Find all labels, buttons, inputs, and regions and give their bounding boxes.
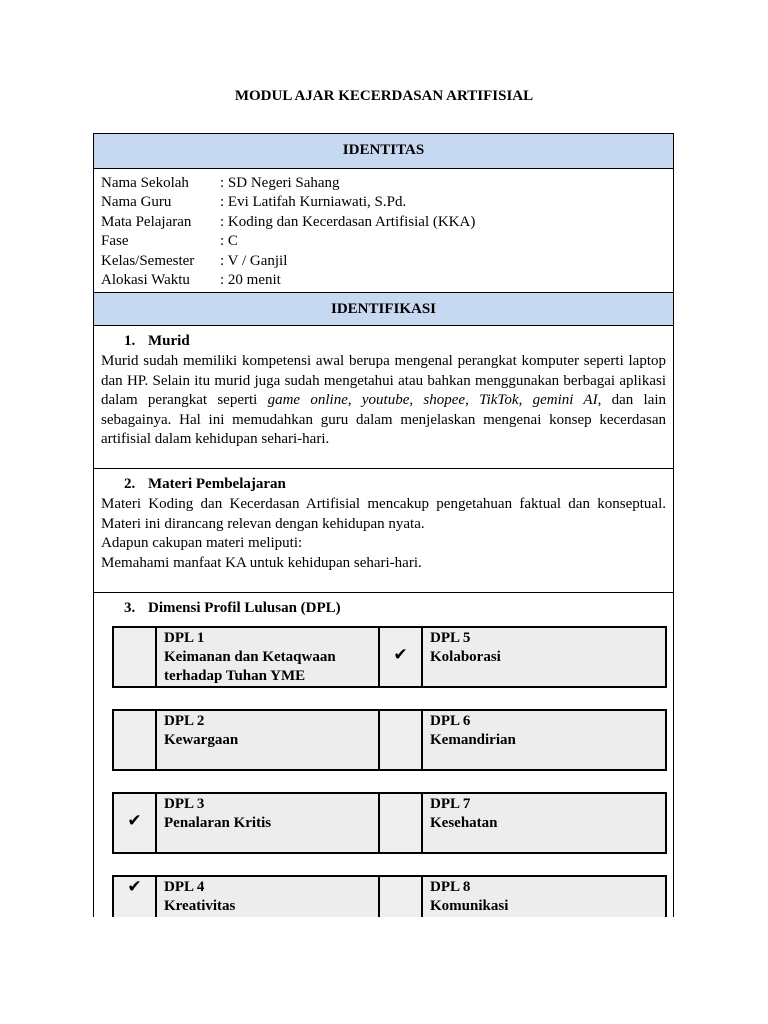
dpl-code: DPL 2 <box>164 713 205 729</box>
dpl-5-checkbox[interactable] <box>380 628 423 686</box>
dpl-8-label <box>423 877 665 917</box>
dpl-name: Keimanan dan Ketaqwaan <box>164 649 336 665</box>
dpl-code: DPL 3 <box>164 796 205 812</box>
dpl-row <box>112 875 667 917</box>
dpl-name: Kesehatan <box>430 815 498 831</box>
dpl-3-checkbox[interactable] <box>114 794 157 852</box>
murid-section <box>94 326 673 469</box>
italic-term: youtube <box>361 392 410 408</box>
identity-label: Nama Sekolah <box>101 175 189 191</box>
dpl-name: Komunikasi <box>430 898 509 914</box>
italic-term: TikTok <box>479 392 519 408</box>
dpl-4-label <box>157 877 380 917</box>
dpl-code: DPL 7 <box>430 796 471 812</box>
dpl-7-label <box>423 794 665 852</box>
identitas-heading: IDENTITAS <box>94 134 673 169</box>
text-run: , <box>465 392 480 408</box>
item-title: Dimensi Profil Lulusan (DPL) <box>148 600 341 616</box>
dpl-heading <box>124 599 666 618</box>
module-table <box>93 133 674 917</box>
check-icon: ✔ <box>127 877 142 896</box>
identifikasi-heading: IDENTIFIKASI <box>94 292 673 326</box>
dpl-code: DPL 1 <box>164 630 205 646</box>
identity-value: : SD Negeri Sahang <box>220 175 340 191</box>
dpl-6-label <box>423 711 665 769</box>
dpl-row <box>112 792 667 854</box>
identity-label: Nama Guru <box>101 194 172 211</box>
dpl-name: Penalaran Kritis <box>164 815 272 831</box>
text-run: Murid sudah memiliki kompetensi awal berupa mengenal perangkat komputer seperti laptop dan HP. Selain itu murid juga sudah mengetahui atau bahkan menggunakan berbagai aplikasi dalam perangkat seperti <box>101 353 666 408</box>
murid-heading <box>124 332 666 351</box>
check-icon: ✔ <box>127 811 142 830</box>
identity-row-school <box>101 174 673 193</box>
dpl-row <box>112 709 667 771</box>
dpl-4-checkbox[interactable] <box>114 877 157 917</box>
identity-value: : C <box>220 233 238 250</box>
item-number: 1. <box>124 333 136 349</box>
murid-paragraph <box>101 352 666 450</box>
item-number: 3. <box>124 600 136 616</box>
document-title: MODUL AJAR KECERDASAN ARTIFISIAL <box>234 88 534 104</box>
dpl-code: DPL 5 <box>430 630 471 646</box>
identity-row-teacher <box>101 193 673 212</box>
dpl-section <box>94 593 673 618</box>
dpl-code: DPL 4 <box>164 879 205 895</box>
text-run: , dan lain sebagainya. Hal ini memudahkan guru dalam menjelaskan mengenai konsep kecerdasan artifisial dalam kehidupan sehari-hari. <box>101 392 667 447</box>
identitas-section <box>94 169 673 292</box>
italic-term: gemini AI <box>532 392 598 408</box>
identity-value: : Koding dan Kecerdasan Artifisial (KKA) <box>220 213 476 230</box>
dpl-row <box>112 626 667 688</box>
dpl-name: Kewargaan <box>164 732 239 748</box>
identity-value: : 20 menit <box>220 271 281 288</box>
materi-line: Adapun cakupan materi meliputi: <box>101 535 303 551</box>
dpl-1-label <box>157 628 380 686</box>
dpl-code: DPL 8 <box>430 879 471 895</box>
dpl-name: Kreativitas <box>164 898 236 914</box>
identity-label: Kelas/Semester <box>101 252 195 269</box>
materi-paragraph: Materi Koding dan Kecerdasan Artifisial mencakup pengetahuan faktual dan konseptual. Materi ini dirancang relevan dengan kehidupan nyata. <box>101 496 666 532</box>
item-number: 2. <box>124 476 136 492</box>
identity-value: : V / Ganjil <box>220 252 288 269</box>
materi-section <box>94 469 673 593</box>
dpl-8-checkbox[interactable] <box>380 877 423 917</box>
dpl-6-checkbox[interactable] <box>380 711 423 769</box>
dpl-2-label <box>157 711 380 769</box>
dpl-2-checkbox[interactable] <box>114 711 157 769</box>
identity-label: Mata Pelajaran <box>101 213 192 230</box>
dpl-7-checkbox[interactable] <box>380 794 423 852</box>
dpl-5-label <box>423 628 665 686</box>
dpl-1-checkbox[interactable] <box>114 628 157 686</box>
identity-label: Alokasi Waktu <box>101 271 190 288</box>
dpl-name: Kolaborasi <box>430 649 501 665</box>
materi-heading <box>124 475 666 494</box>
identity-row-subject <box>101 213 673 232</box>
italic-term: shopee <box>423 392 466 408</box>
identity-value: : Evi Latifah Kurniawati, S.Pd. <box>220 194 407 211</box>
dpl-3-label <box>157 794 380 852</box>
materi-line: Memahami manfaat KA untuk kehidupan sehari-hari. <box>101 554 422 571</box>
check-icon: ✔ <box>393 645 408 664</box>
dpl-code: DPL 6 <box>430 713 471 729</box>
text-run: , <box>518 392 533 408</box>
identity-label: Fase <box>101 233 129 250</box>
text-run: , <box>347 392 362 408</box>
identity-row-time <box>101 271 673 290</box>
text-run: , <box>409 392 424 408</box>
italic-term: game online <box>267 392 348 408</box>
identity-row-phase <box>101 232 673 251</box>
dpl-name: Kemandirian <box>430 732 516 748</box>
item-title: Murid <box>148 333 190 349</box>
dpl-name: terhadap Tuhan YME <box>164 668 306 684</box>
item-title: Materi Pembelajaran <box>148 476 286 492</box>
identity-row-class <box>101 252 673 271</box>
